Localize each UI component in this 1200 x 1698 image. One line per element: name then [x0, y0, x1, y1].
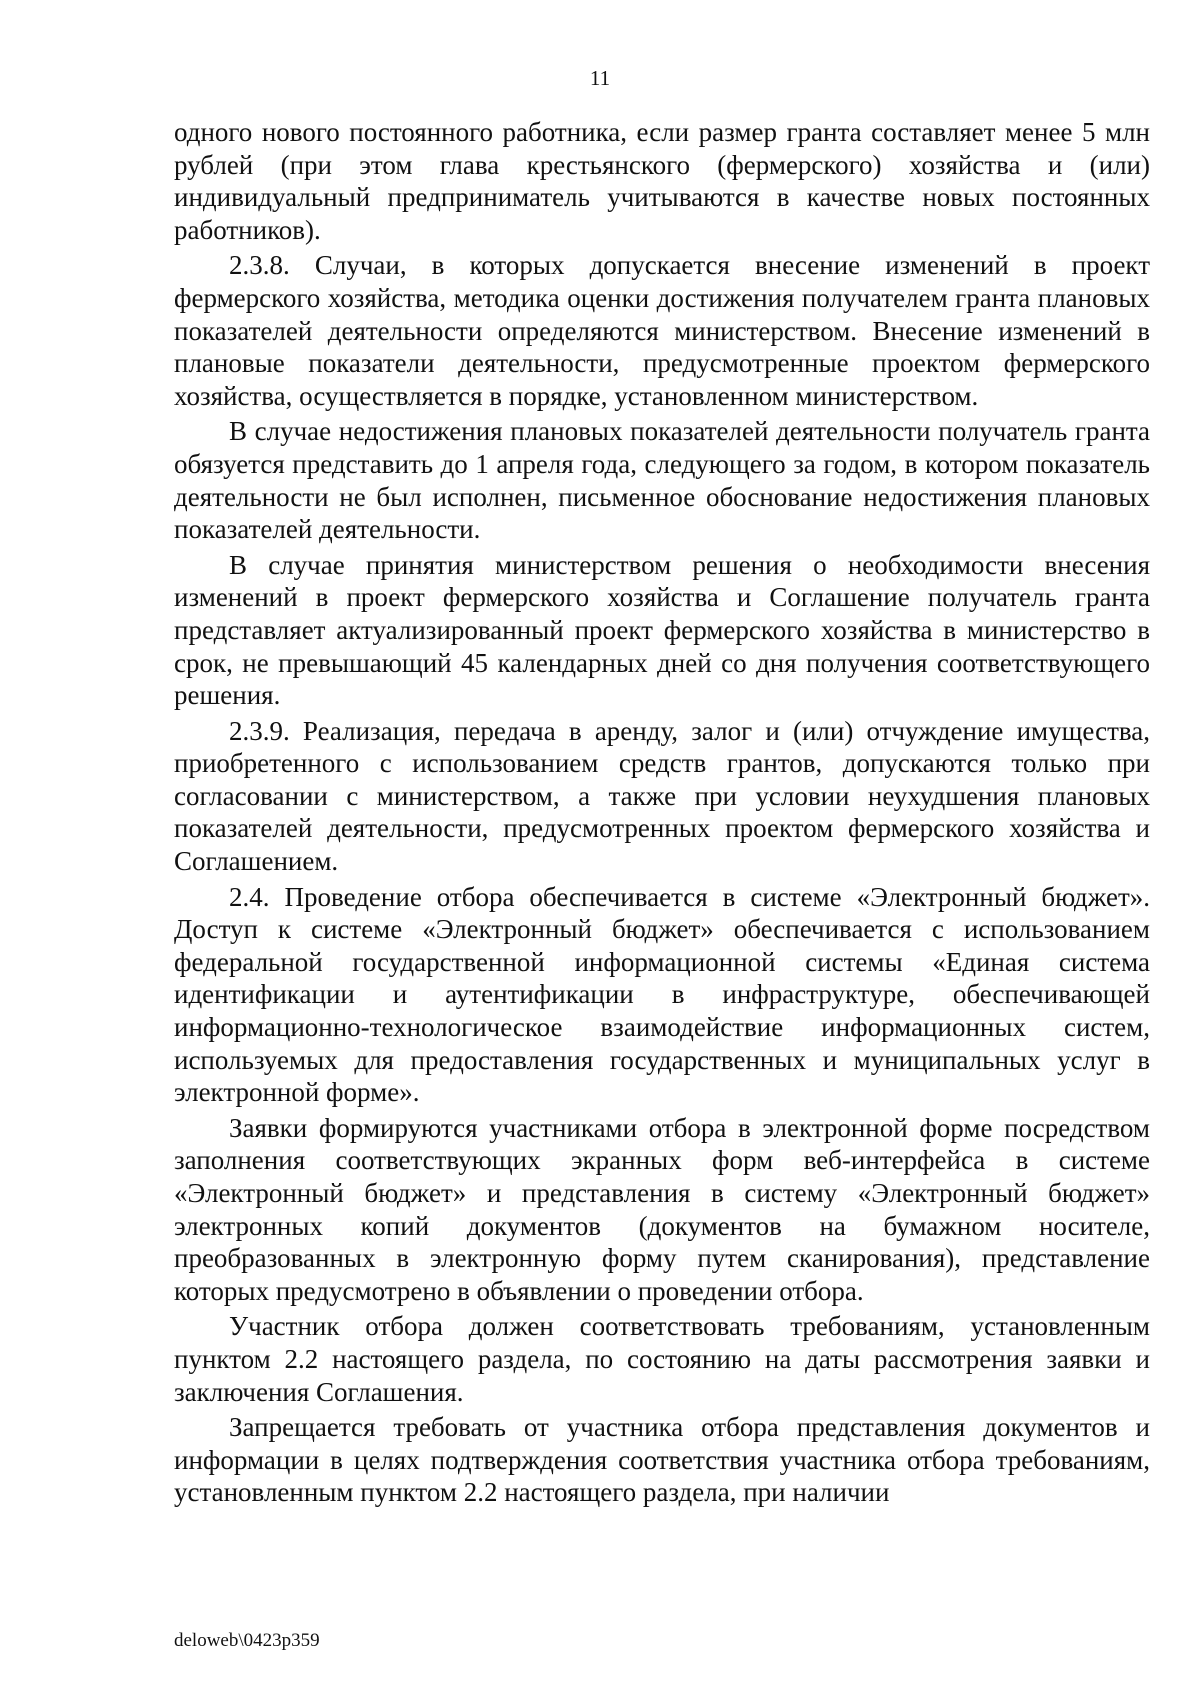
page-number: 11 [589, 66, 611, 90]
paragraph-prohibition: Запрещается требовать от участника отбора представления документов и информации в целях подтверждения соответствия участника отбора требованиям, установленным пунктом 2.2 настоящего раздела, при наличии [174, 1412, 1150, 1508]
paragraph-non-achievement: В случае недостижения плановых показателей деятельности получатель гранта обязуется представить до 1 апреля года, следующего за годом, в котором показатель деятельности не был исполнен, письменное обоснование недостижения плановых показателей деятельности. [174, 416, 1150, 545]
paragraph-2-3-9: 2.3.9. Реализация, передача в аренду, залог и (или) отчуждение имущества, приобретенного с использованием средств грантов, допускаются только при согласовании с министерством, а также при условии неухудшения плановых показателей деятельности, предусмотренных проектом фермерского хозяйства и Соглашением. [174, 715, 1150, 877]
paragraph-applications: Заявки формируются участниками отбора в электронной форме посредством заполнения соответствующих экранных форм веб-интерфейса в системе «Электронный бюджет» и представления в систему «Электронный бюджет» электронных копий документов (документов на бумажном носителе, преобразованных в электронную форму путем сканирования), представление которых предусмотрено в объявлении о проведении отбора. [174, 1112, 1150, 1306]
document-body [174, 116, 1150, 1509]
paragraph-project-changes: В случае принятия министерством решения о необходимости внесения изменений в проект фермерского хозяйства и Соглашение получатель гранта представляет актуализированный проект фермерского хозяйства в министерство в срок, не превышающий 45 календарных дней со дня получения соответствующего решения. [174, 549, 1150, 711]
paragraph-continuation: одного нового постоянного работника, если размер гранта составляет менее 5 млн рублей (при этом глава крестьянского (фермерского) хозяйства и (или) индивидуальный предприниматель учитываются в качестве новых постоянных работников). [174, 117, 1150, 245]
paragraph-participant-requirements: Участник отбора должен соответствовать требованиям, установленным пунктом 2.2 настоящего раздела, по состоянию на даты рассмотрения заявки и заключения Соглашения. [174, 1311, 1150, 1407]
footer-document-id: deloweb\0423p359 [174, 1630, 320, 1651]
paragraph-2-4: 2.4. Проведение отбора обеспечивается в системе «Электронный бюджет». Доступ к системе «Электронный бюджет» обеспечивается с использованием федеральной государственной информационной системы «Единая система идентификации и аутентификации в инфраструктуре, обеспечивающей информационно-технологическое взаимодействие информационных систем, используемых для предоставления государственных и муниципальных услуг в электронной форме». [174, 881, 1150, 1108]
paragraph-2-3-8: 2.3.8. Случаи, в которых допускается внесение изменений в проект фермерского хозяйства, методика оценки достижения получателем гранта плановых показателей деятельности определяются министерством. Внесение изменений в плановые показатели деятельности, предусмотренные проектом фермерского хозяйства, осуществляется в порядке, установленном министерством. [174, 250, 1150, 411]
